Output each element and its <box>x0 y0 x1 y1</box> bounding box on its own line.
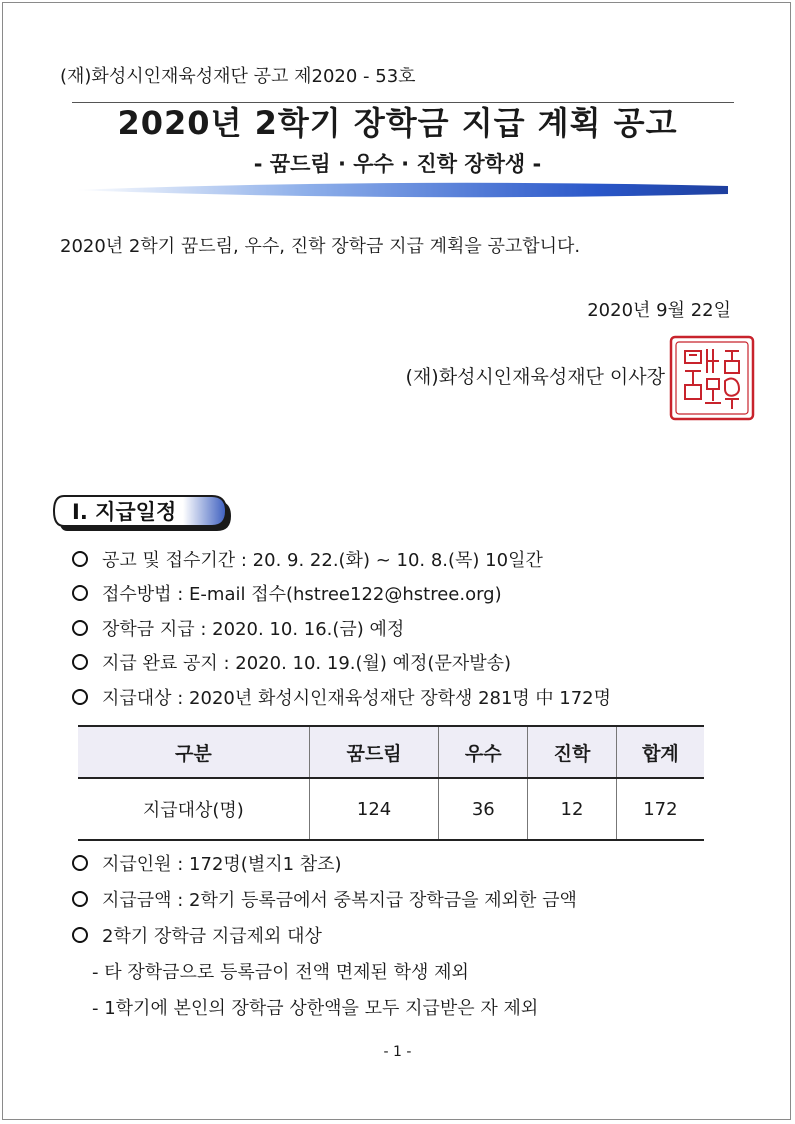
list-item <box>72 615 404 641</box>
list-item-text: 장학금 지급 : 2020. 10. 16.(금) 예정 <box>102 619 405 640</box>
circle-bullet-icon <box>72 585 88 601</box>
exclusion-item: - 1학기에 본인의 장학금 상한액을 모두 지급받은 자 제외 <box>92 998 539 1019</box>
table-cell: 지급대상(명) <box>78 778 309 840</box>
list-item <box>72 580 502 606</box>
circle-bullet-icon <box>72 620 88 636</box>
table-header-row <box>78 726 704 778</box>
list-item <box>72 684 611 710</box>
circle-bullet-icon <box>72 654 88 670</box>
page-number: - 1 - <box>383 1044 412 1060</box>
table-header-cell: 꿈드림 <box>309 726 439 778</box>
circle-bullet-icon <box>72 891 88 907</box>
list-item <box>72 850 342 876</box>
table-header-cell: 구분 <box>78 726 309 778</box>
table-cell: 124 <box>309 778 439 840</box>
list-item-text: 지급 완료 공지 : 2020. 10. 19.(월) 예정(문자발송) <box>102 653 512 674</box>
circle-bullet-icon <box>72 855 88 871</box>
table-row <box>78 778 704 840</box>
list-item <box>72 649 511 675</box>
list-item <box>72 922 322 948</box>
section-heading: Ⅰ. 지급일정 <box>72 500 177 524</box>
list-item <box>72 546 543 572</box>
table-cell: 172 <box>616 778 704 840</box>
page-subtitle: - 꿈드림 · 우수 · 진학 장학생 - <box>253 152 542 176</box>
distribution-table <box>78 725 704 841</box>
notice-date: 2020년 9월 22일 <box>587 300 731 321</box>
table-header-cell: 우수 <box>439 726 528 778</box>
table-cell: 36 <box>439 778 528 840</box>
circle-bullet-icon <box>72 551 88 567</box>
list-item-text: 공고 및 접수기간 : 20. 9. 22.(화) ~ 10. 8.(목) 10일간 <box>102 550 543 571</box>
table-cell: 12 <box>528 778 617 840</box>
circle-bullet-icon <box>72 689 88 705</box>
circle-bullet-icon <box>72 927 88 943</box>
notice-number: (재)화성시인재육성재단 공고 제2020 - 53호 <box>60 66 416 87</box>
table-header-cell: 합계 <box>616 726 704 778</box>
page-title: 2020년 2학기 장학금 지급 계획 공고 <box>117 104 678 142</box>
list-item-text: 지급대상 : 2020년 화성시인재육성재단 장학생 281명 中 172명 <box>102 688 612 709</box>
list-item-text: 지급금액 : 2학기 등록금에서 중복지급 장학금을 제외한 금액 <box>102 890 577 911</box>
signer: (재)화성시인재육성재단 이사장 <box>405 366 665 388</box>
official-seal <box>667 333 757 423</box>
list-item-text: 2학기 장학금 지급제외 대상 <box>102 926 322 947</box>
list-item-text: 지급인원 : 172명(별지1 참조) <box>102 854 342 875</box>
intro-text: 2020년 2학기 꿈드림, 우수, 진학 장학금 지급 계획을 공고합니다. <box>60 236 581 257</box>
exclusion-item: - 타 장학금으로 등록금이 전액 면제된 학생 제외 <box>92 962 469 983</box>
list-item <box>72 886 577 912</box>
table-header-cell: 진학 <box>528 726 617 778</box>
decorative-swoosh <box>74 180 728 200</box>
list-item-text: 접수방법 : E-mail 접수(hstree122@hstree.org) <box>102 584 502 605</box>
